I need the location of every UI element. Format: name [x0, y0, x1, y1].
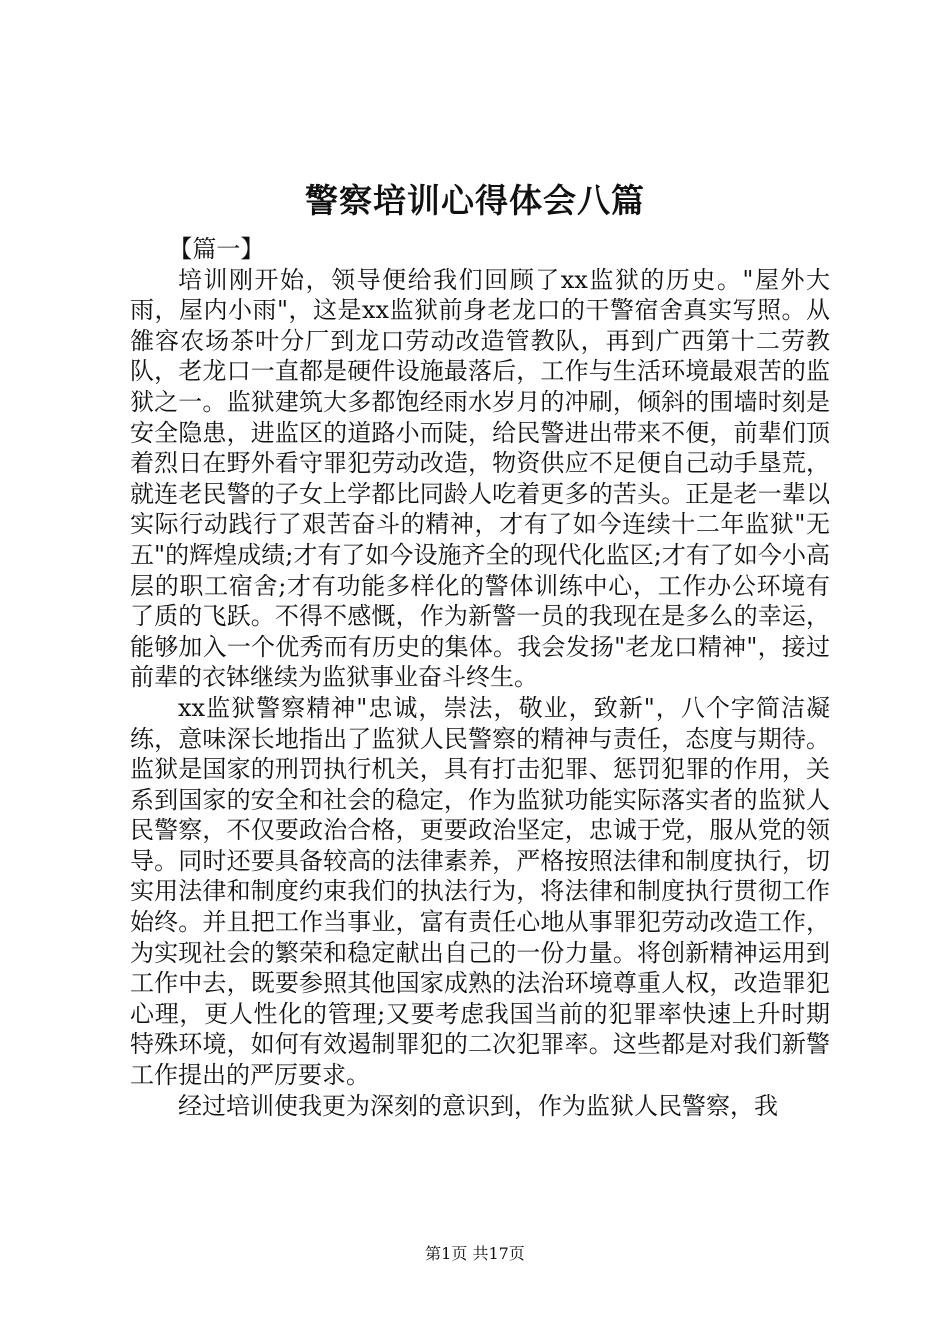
- paragraph-1: 培训刚开始，领导便给我们回顾了xx监狱的历史。"屋外大雨，屋内小雨"，这是xx监狱前身老龙口的干警宿舍真实写照。从雒容农场茶叶分厂到龙口劳动改造管教队，再到广西第十二劳教队，老龙口一直都是硬件设施最落后，工作与生活环境最艰苦的监狱之一。监狱建筑大多都饱经雨水岁月的冲刷，倾斜的围墙时刻是安全隐患，进监区的道路小而陡，给民警进出带来不便，前辈们顶着烈日在野外看守罪犯劳动改造，物资供应不足便自己动手垦荒，就连老民警的子女上学都比同龄人吃着更多的苦头。正是老一辈以实际行动践行了艰苦奋斗的精神，才有了如今连续十二年监狱"无五"的辉煌成绩;才有了如今设施齐全的现代化监区;才有了如今小高层的职工宿舍;才有功能多样化的警体训练中心，工作办公环境有了质的飞跃。不得不感慨，作为新警一员的我现在是多么的幸运，能够加入一个优秀而有历史的集体。我会发扬"老龙口精神"，接过前辈的衣钵继续为监狱事业奋斗终生。: [130, 265, 830, 692]
- paragraph-2: xx监狱警察精神"忠诚，崇法，敬业，致新"，八个字简洁凝练，意味深长地指出了监狱人民警察的精神与责任，态度与期待。监狱是国家的刑罚执行机关，具有打击犯罪、惩罚犯罪的作用，关系到国家的安全和社会的稳定，作为监狱功能实际落实者的监狱人民警察，不仅要政治合格，更要政治坚定，忠诚于党，服从党的领导。同时还要具备较高的法律素养，严格按照法律和制度执行，切实用法律和制度约束我们的执法行为，将法律和制度执行贯彻工作始终。并且把工作当事业，富有责任心地从事罪犯劳动改造工作，为实现社会的繁荣和稳定献出自己的一份力量。将创新精神运用到工作中去，既要参照其他国家成熟的法治环境尊重人权，改造罪犯心理，更人性化的管理;又要考虑我国当前的犯罪率快速上升时期特殊环境，如何有效遏制罪犯的二次犯罪率。这些都是对我们新警工作提出的严厉要求。: [130, 693, 830, 1090]
- document-body: [130, 234, 830, 1121]
- paragraph-3: 经过培训使我更为深刻的意识到，作为监狱人民警察，我: [178, 1091, 778, 1120]
- page-footer: 第1页 共17页: [425, 1244, 525, 1263]
- section-heading: 【篇一】: [168, 235, 265, 263]
- document-title: 警察培训心得体会八篇: [305, 181, 645, 220]
